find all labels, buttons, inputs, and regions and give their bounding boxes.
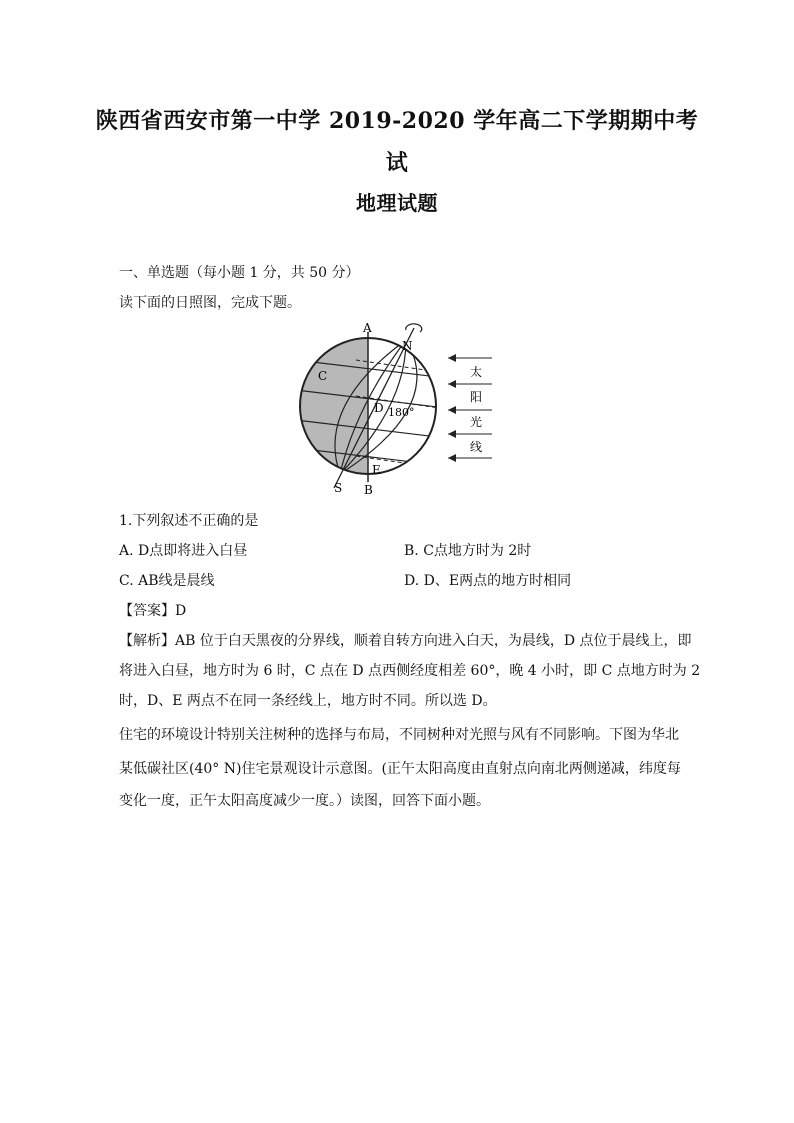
label-E: E — [372, 463, 381, 477]
label-B: B — [364, 483, 373, 497]
sun-label-3: 光 — [470, 415, 483, 429]
title-line-1: 陕西省西安市第一中学 2019-2020 学年高二下学期期中考 — [95, 108, 699, 134]
question-1-option-d: D. D、E两点的地方时相同 — [404, 573, 572, 589]
question-1-option-a: A. D点即将进入白昼 — [119, 543, 248, 559]
section-heading: 一、单选题（每小题 1 分，共 50 分） — [119, 265, 360, 281]
label-A: A — [363, 321, 372, 335]
question-1-analysis-line-3: 时，D、E 两点不在同一条经线上，地方时不同。所以选 D。 — [119, 693, 497, 709]
question-1-stem: 1.下列叙述不正确的是 — [119, 513, 259, 529]
sun-label-1: 太 — [470, 365, 483, 379]
label-C: C — [318, 369, 328, 383]
label-S: S — [334, 481, 343, 495]
title-line-3: 地理试题 — [356, 191, 438, 215]
night-side — [296, 318, 368, 498]
title-line-2: 试 — [385, 150, 409, 176]
analysis-label: 【解析】 — [119, 633, 175, 649]
label-angle: 180° — [388, 406, 415, 419]
section-intro: 读下面的日照图，完成下题。 — [119, 295, 301, 311]
question-1-answer: 【答案】D — [119, 603, 187, 619]
label-N: N — [402, 339, 413, 353]
question-1-option-c: C. AB线是晨线 — [119, 573, 215, 589]
passage-2-line-1: 住宅的环境设计特别关注树种的选择与布局，不同树种对光照与风有不同影响。下图为华北 — [119, 727, 679, 743]
question-1-analysis-line-1: 【解析】AB 位于白天黑夜的分界线，顺着自转方向进入白天，为晨线，D 点位于晨线上，即 — [119, 633, 692, 649]
passage-2-line-3: 变化一度，正午太阳高度减少一度。）读图，回答下面小题。 — [119, 793, 490, 809]
passage-2-line-2: 某低碳社区(40° N)住宅景观设计示意图。(正午太阳高度由直射点向南北两侧递减，纬度每 — [119, 761, 681, 777]
label-D: D — [374, 401, 384, 415]
illumination-diagram — [296, 318, 498, 498]
question-1-analysis-line-2: 将进入白昼，地方时为 6 时，C 点在 D 点西侧经度相差 60°，晚 4 小时，即 C 点地方时为 2 — [119, 663, 701, 679]
sun-label-2: 阳 — [470, 390, 483, 404]
sun-label-4: 线 — [470, 440, 483, 454]
question-1-option-b: B. C点地方时为 2时 — [404, 543, 532, 559]
